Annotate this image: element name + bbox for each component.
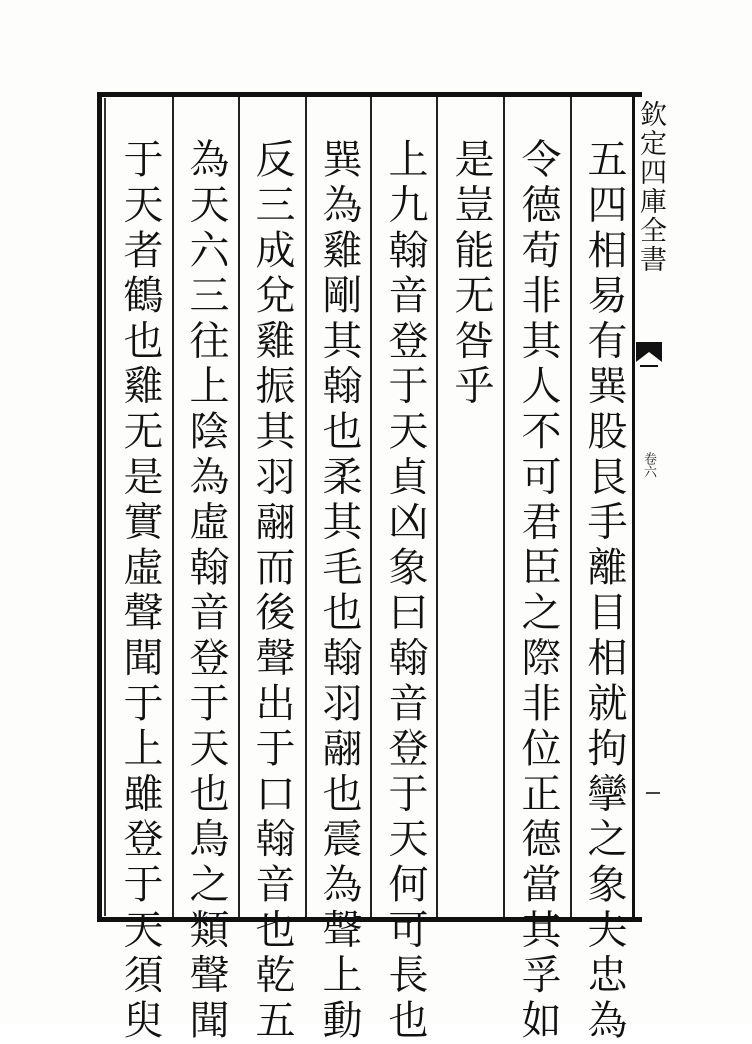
text-column-7: 為天六三往上陰為虛翰音登于天也鳥之類聲聞 bbox=[183, 138, 229, 1044]
column-rule bbox=[570, 97, 572, 917]
text-column-6: 反三成兌雞振其羽翮而後聲出于口翰音也乾五 bbox=[249, 138, 295, 1044]
column-rule bbox=[305, 97, 307, 917]
text-column-4: 上九翰音登于天貞凶象曰翰音登于天何可長也 bbox=[382, 138, 428, 1044]
text-column-3: 是豈能无咎乎 bbox=[448, 138, 494, 410]
column-rule bbox=[172, 97, 174, 917]
fishtail-mark-icon bbox=[636, 340, 662, 370]
text-column-8: 于天者鶴也雞无是實虛聲聞于上雖登于天須臾 bbox=[117, 138, 163, 1044]
text-column-5: 巽為雞剛其翰也柔其毛也翰羽翮也震為聲上動 bbox=[316, 138, 362, 1044]
column-rule bbox=[436, 97, 438, 917]
book-title: 欽定四庫全書 bbox=[635, 100, 666, 274]
column-rule bbox=[503, 97, 505, 917]
margin-tick bbox=[646, 792, 660, 794]
text-column-1: 五四相易有巽股艮手離目相就拘攣之象夫忠為 bbox=[581, 138, 627, 1044]
inner-border-line bbox=[104, 98, 106, 916]
text-column-2: 令德苟非其人不可君臣之際非位正德當其孚如 bbox=[515, 138, 561, 1044]
juan-number: 卷六 bbox=[641, 452, 656, 478]
column-rule bbox=[238, 97, 240, 917]
column-rule bbox=[370, 97, 372, 917]
